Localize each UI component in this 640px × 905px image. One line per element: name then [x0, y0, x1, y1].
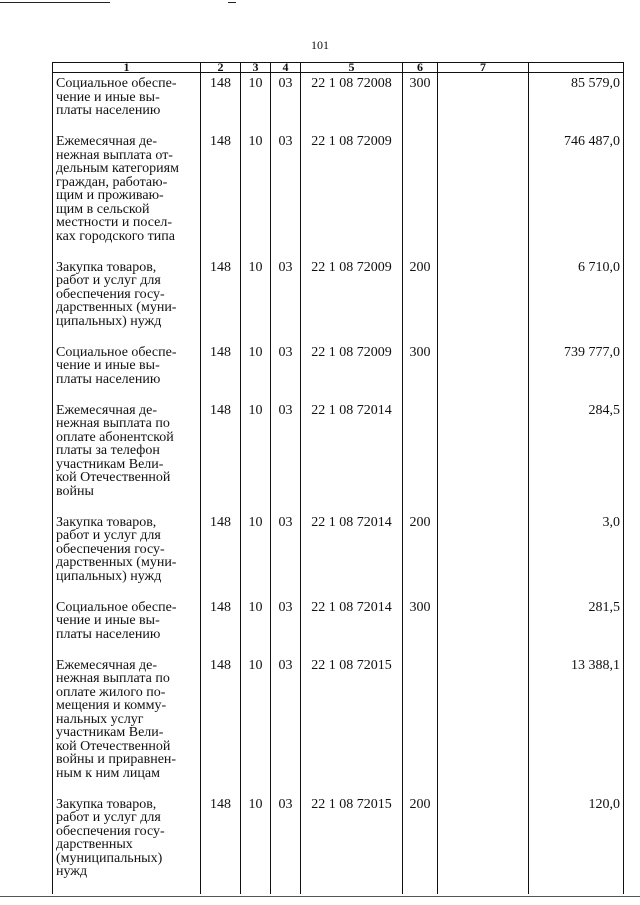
subsection-code-cell: 03: [271, 342, 301, 400]
header-col-2: 2: [201, 63, 241, 73]
amount-cell: 3,0: [529, 512, 624, 597]
subsection-code-cell: 03: [271, 794, 301, 894]
table-row: [53, 655, 624, 794]
target-article-cell: 22 1 08 72008: [301, 73, 403, 132]
row-name-cell: Ежемесячная де- нежная выплата от- дельным категориям граждан, работаю- щим и проживаю- щим в сельской местности и посел- ках городского типа: [53, 131, 201, 257]
target-article-cell: 22 1 08 72009: [301, 131, 403, 257]
target-article-cell: 22 1 08 72014: [301, 597, 403, 655]
expense-type-cell: 300: [403, 342, 438, 400]
expense-type-cell: [403, 400, 438, 512]
amount-cell: 6 710,0: [529, 257, 624, 342]
subsection-code-cell: 03: [271, 597, 301, 655]
section-code-cell: 10: [241, 794, 271, 894]
subsection-code-cell: 03: [271, 512, 301, 597]
amount-cell: 13 388,1: [529, 655, 624, 794]
header-col-8: [529, 63, 624, 73]
section-code-cell: 10: [241, 131, 271, 257]
table-row: [53, 400, 624, 512]
column-7-cell: [438, 257, 529, 342]
row-name-cell: Закупка товаров, работ и услуг для обеспечения госу- дарственных (муниципальных) нужд: [53, 794, 201, 894]
amount-cell: 746 487,0: [529, 131, 624, 257]
ministry-code-cell: 148: [201, 131, 241, 257]
column-7-cell: [438, 400, 529, 512]
column-7-cell: [438, 512, 529, 597]
table-row: [53, 512, 624, 597]
row-name-cell: Ежемесячная де- нежная выплата по оплате жилого по- мещения и комму- нальных услуг участникам Вели- кой Отечественной войны и приравнен- ным к ним лицам: [53, 655, 201, 794]
section-code-cell: 10: [241, 655, 271, 794]
row-name-cell: Социальное обеспе- чение и иные вы- платы населению: [53, 597, 201, 655]
section-code-cell: 10: [241, 400, 271, 512]
budget-table: [52, 62, 624, 894]
amount-cell: 281,5: [529, 597, 624, 655]
section-code-cell: 10: [241, 257, 271, 342]
ministry-code-cell: 148: [201, 73, 241, 132]
amount-cell: 284,5: [529, 400, 624, 512]
section-code-cell: 10: [241, 597, 271, 655]
target-article-cell: 22 1 08 72014: [301, 512, 403, 597]
expense-type-cell: [403, 131, 438, 257]
table-row: [53, 794, 624, 894]
scan-edge-mark: [228, 2, 236, 3]
column-7-cell: [438, 794, 529, 894]
subsection-code-cell: 03: [271, 131, 301, 257]
target-article-cell: 22 1 08 72009: [301, 342, 403, 400]
column-7-cell: [438, 597, 529, 655]
header-col-6: 6: [403, 63, 438, 73]
table-row: [53, 73, 624, 132]
row-name-cell: Закупка товаров, работ и услуг для обеспечения госу- дарственных (муни- ципальных) нужд: [53, 257, 201, 342]
column-7-cell: [438, 73, 529, 132]
ministry-code-cell: 148: [201, 342, 241, 400]
expense-type-cell: 200: [403, 257, 438, 342]
subsection-code-cell: 03: [271, 257, 301, 342]
header-col-3: 3: [241, 63, 271, 73]
table-row: [53, 342, 624, 400]
column-7-cell: [438, 131, 529, 257]
target-article-cell: 22 1 08 72015: [301, 794, 403, 894]
expense-type-cell: 200: [403, 794, 438, 894]
expense-type-cell: 300: [403, 597, 438, 655]
target-article-cell: 22 1 08 72015: [301, 655, 403, 794]
table-row: [53, 257, 624, 342]
section-code-cell: 10: [241, 342, 271, 400]
row-name-cell: Социальное обеспе- чение и иные вы- платы населению: [53, 342, 201, 400]
page-number: 101: [311, 38, 329, 52]
header-row: [53, 63, 624, 73]
section-code-cell: 10: [241, 512, 271, 597]
subsection-code-cell: 03: [271, 400, 301, 512]
header-col-5: 5: [301, 63, 403, 73]
table-row: [53, 597, 624, 655]
row-name-cell: Ежемесячная де- нежная выплата по оплате абонентской платы за телефон участникам Вели- кой Отечественной войны: [53, 400, 201, 512]
row-name-cell: Закупка товаров, работ и услуг для обеспечения госу- дарственных (муни- ципальных) нужд: [53, 512, 201, 597]
subsection-code-cell: 03: [271, 73, 301, 132]
header-col-1: 1: [53, 63, 201, 73]
scan-edge-mark: [0, 896, 640, 897]
ministry-code-cell: 148: [201, 400, 241, 512]
ministry-code-cell: 148: [201, 597, 241, 655]
target-article-cell: 22 1 08 72014: [301, 400, 403, 512]
amount-cell: 739 777,0: [529, 342, 624, 400]
scan-edge-mark: [0, 2, 110, 3]
target-article-cell: 22 1 08 72009: [301, 257, 403, 342]
ministry-code-cell: 148: [201, 512, 241, 597]
ministry-code-cell: 148: [201, 257, 241, 342]
expense-type-cell: 300: [403, 73, 438, 132]
table-row: [53, 131, 624, 257]
header-col-4: 4: [271, 63, 301, 73]
subsection-code-cell: 03: [271, 655, 301, 794]
table-header: [53, 60, 624, 74]
column-7-cell: [438, 342, 529, 400]
amount-cell: 120,0: [529, 794, 624, 894]
ministry-code-cell: 148: [201, 794, 241, 894]
expense-type-cell: [403, 655, 438, 794]
ministry-code-cell: 148: [201, 655, 241, 794]
column-7-cell: [438, 655, 529, 794]
row-name-cell: Социальное обеспе- чение и иные вы- платы населению: [53, 73, 201, 132]
expense-type-cell: 200: [403, 512, 438, 597]
section-code-cell: 10: [241, 73, 271, 132]
table-body: [53, 73, 624, 894]
amount-cell: 85 579,0: [529, 73, 624, 132]
header-col-7: 7: [438, 63, 529, 73]
